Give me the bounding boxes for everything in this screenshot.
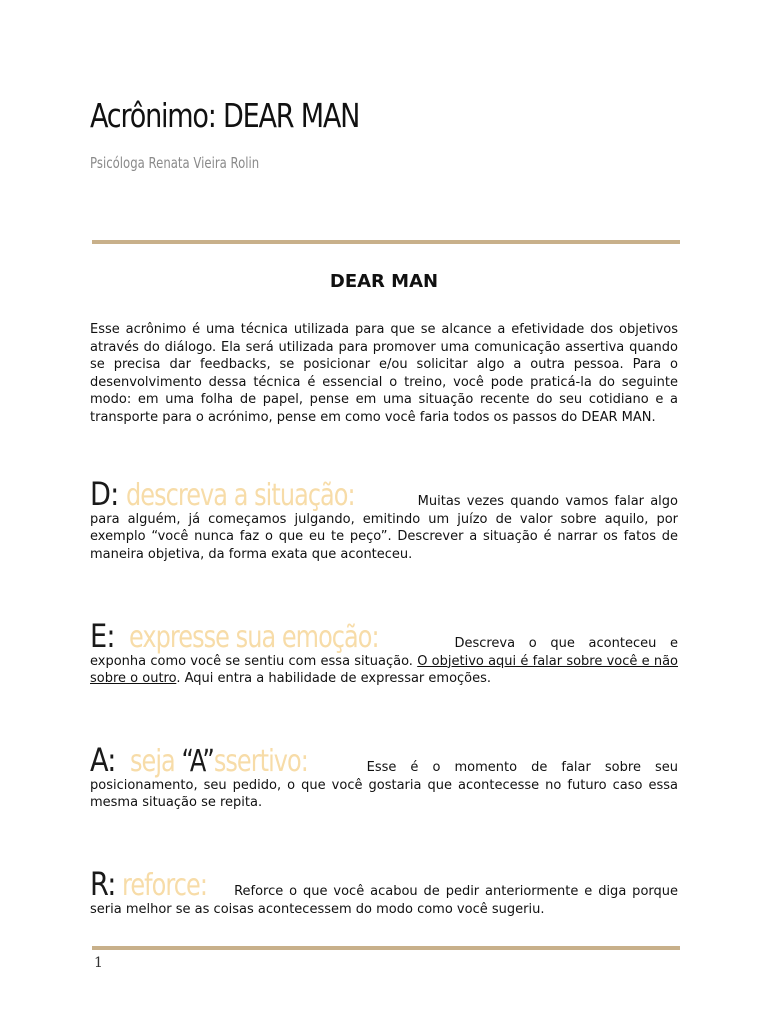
step-e-phrase: expresse sua emoção: [128, 620, 379, 655]
step-d [90, 475, 678, 563]
document-title: Acrônimo: DEAR MAN [90, 96, 360, 135]
step-d-letter: D: [90, 475, 119, 513]
step-e-text-underlined: O objetivo aqui é falar sobre você e não sobre o outro [90, 653, 679, 686]
document-subtitle: Psicóloga Renata Vieira Rolin [90, 154, 260, 172]
step-a-text: Esse é o momento de falar sobre seu posicionamento, seu pedido, o que você gostaria que acontecesse no futuro caso essa mesma situação se repita. [90, 760, 679, 810]
step-e-text-after: . Aqui entra a habilidade de expressar emoções. [176, 671, 492, 686]
section-heading: DEAR MAN [329, 271, 439, 292]
step-a-phrase [130, 744, 309, 779]
step-r-text: Reforce o que você acabou de pedir anteriormente e diga porque seria melhor se as coisas acontecessem do modo como você sugeriu. [90, 884, 678, 917]
step-e-letter: E: [90, 617, 115, 655]
step-d-phrase: descreva a situação: [125, 478, 355, 513]
step-e [90, 617, 679, 688]
step-a-phrase-quoted: “A” [181, 744, 215, 779]
step-r [90, 865, 678, 918]
step-d-text: Muitas vezes quando vamos falar algo para alguém, já começamos julgando, emitindo um juízo de valor sobre aquilo, por exemplo “você nunca faz o que eu te peço”. Descrever a situação é narrar os fatos de maneira objetiva, da forma exata que aconteceu. [90, 494, 678, 562]
step-a-phrase-part1: seja [130, 744, 175, 779]
step-a [90, 741, 679, 812]
step-e-text-before: Descreva o que aconteceu e exponha como você se sentiu com essa situação. [90, 636, 679, 669]
intro-paragraph: Esse acrônimo é uma técnica utilizada para que se alcance a efetividade dos objetivos através do diálogo. Ela será utilizada para promover uma comunicação assertiva quando se precisa dar feedbacks, se posicionar e/ou solicitar algo a outra pessoa. Para o desenvolvimento dessa técnica é essencial o treino, você pode praticá-la do seguinte modo: em uma folha de papel, pense em uma situação recente do seu cotidiano e a transporte para o acrónimo, pense em como você faria todos os passos do DEAR MAN. [90, 322, 678, 425]
bottom-divider [92, 946, 680, 950]
step-r-phrase: reforce: [121, 868, 207, 903]
step-a-phrase-part2: ssertivo: [214, 744, 309, 779]
page-number: 1 [94, 955, 103, 971]
step-r-letter: R: [90, 865, 116, 903]
top-divider [92, 240, 680, 244]
step-a-letter: A: [90, 741, 116, 779]
